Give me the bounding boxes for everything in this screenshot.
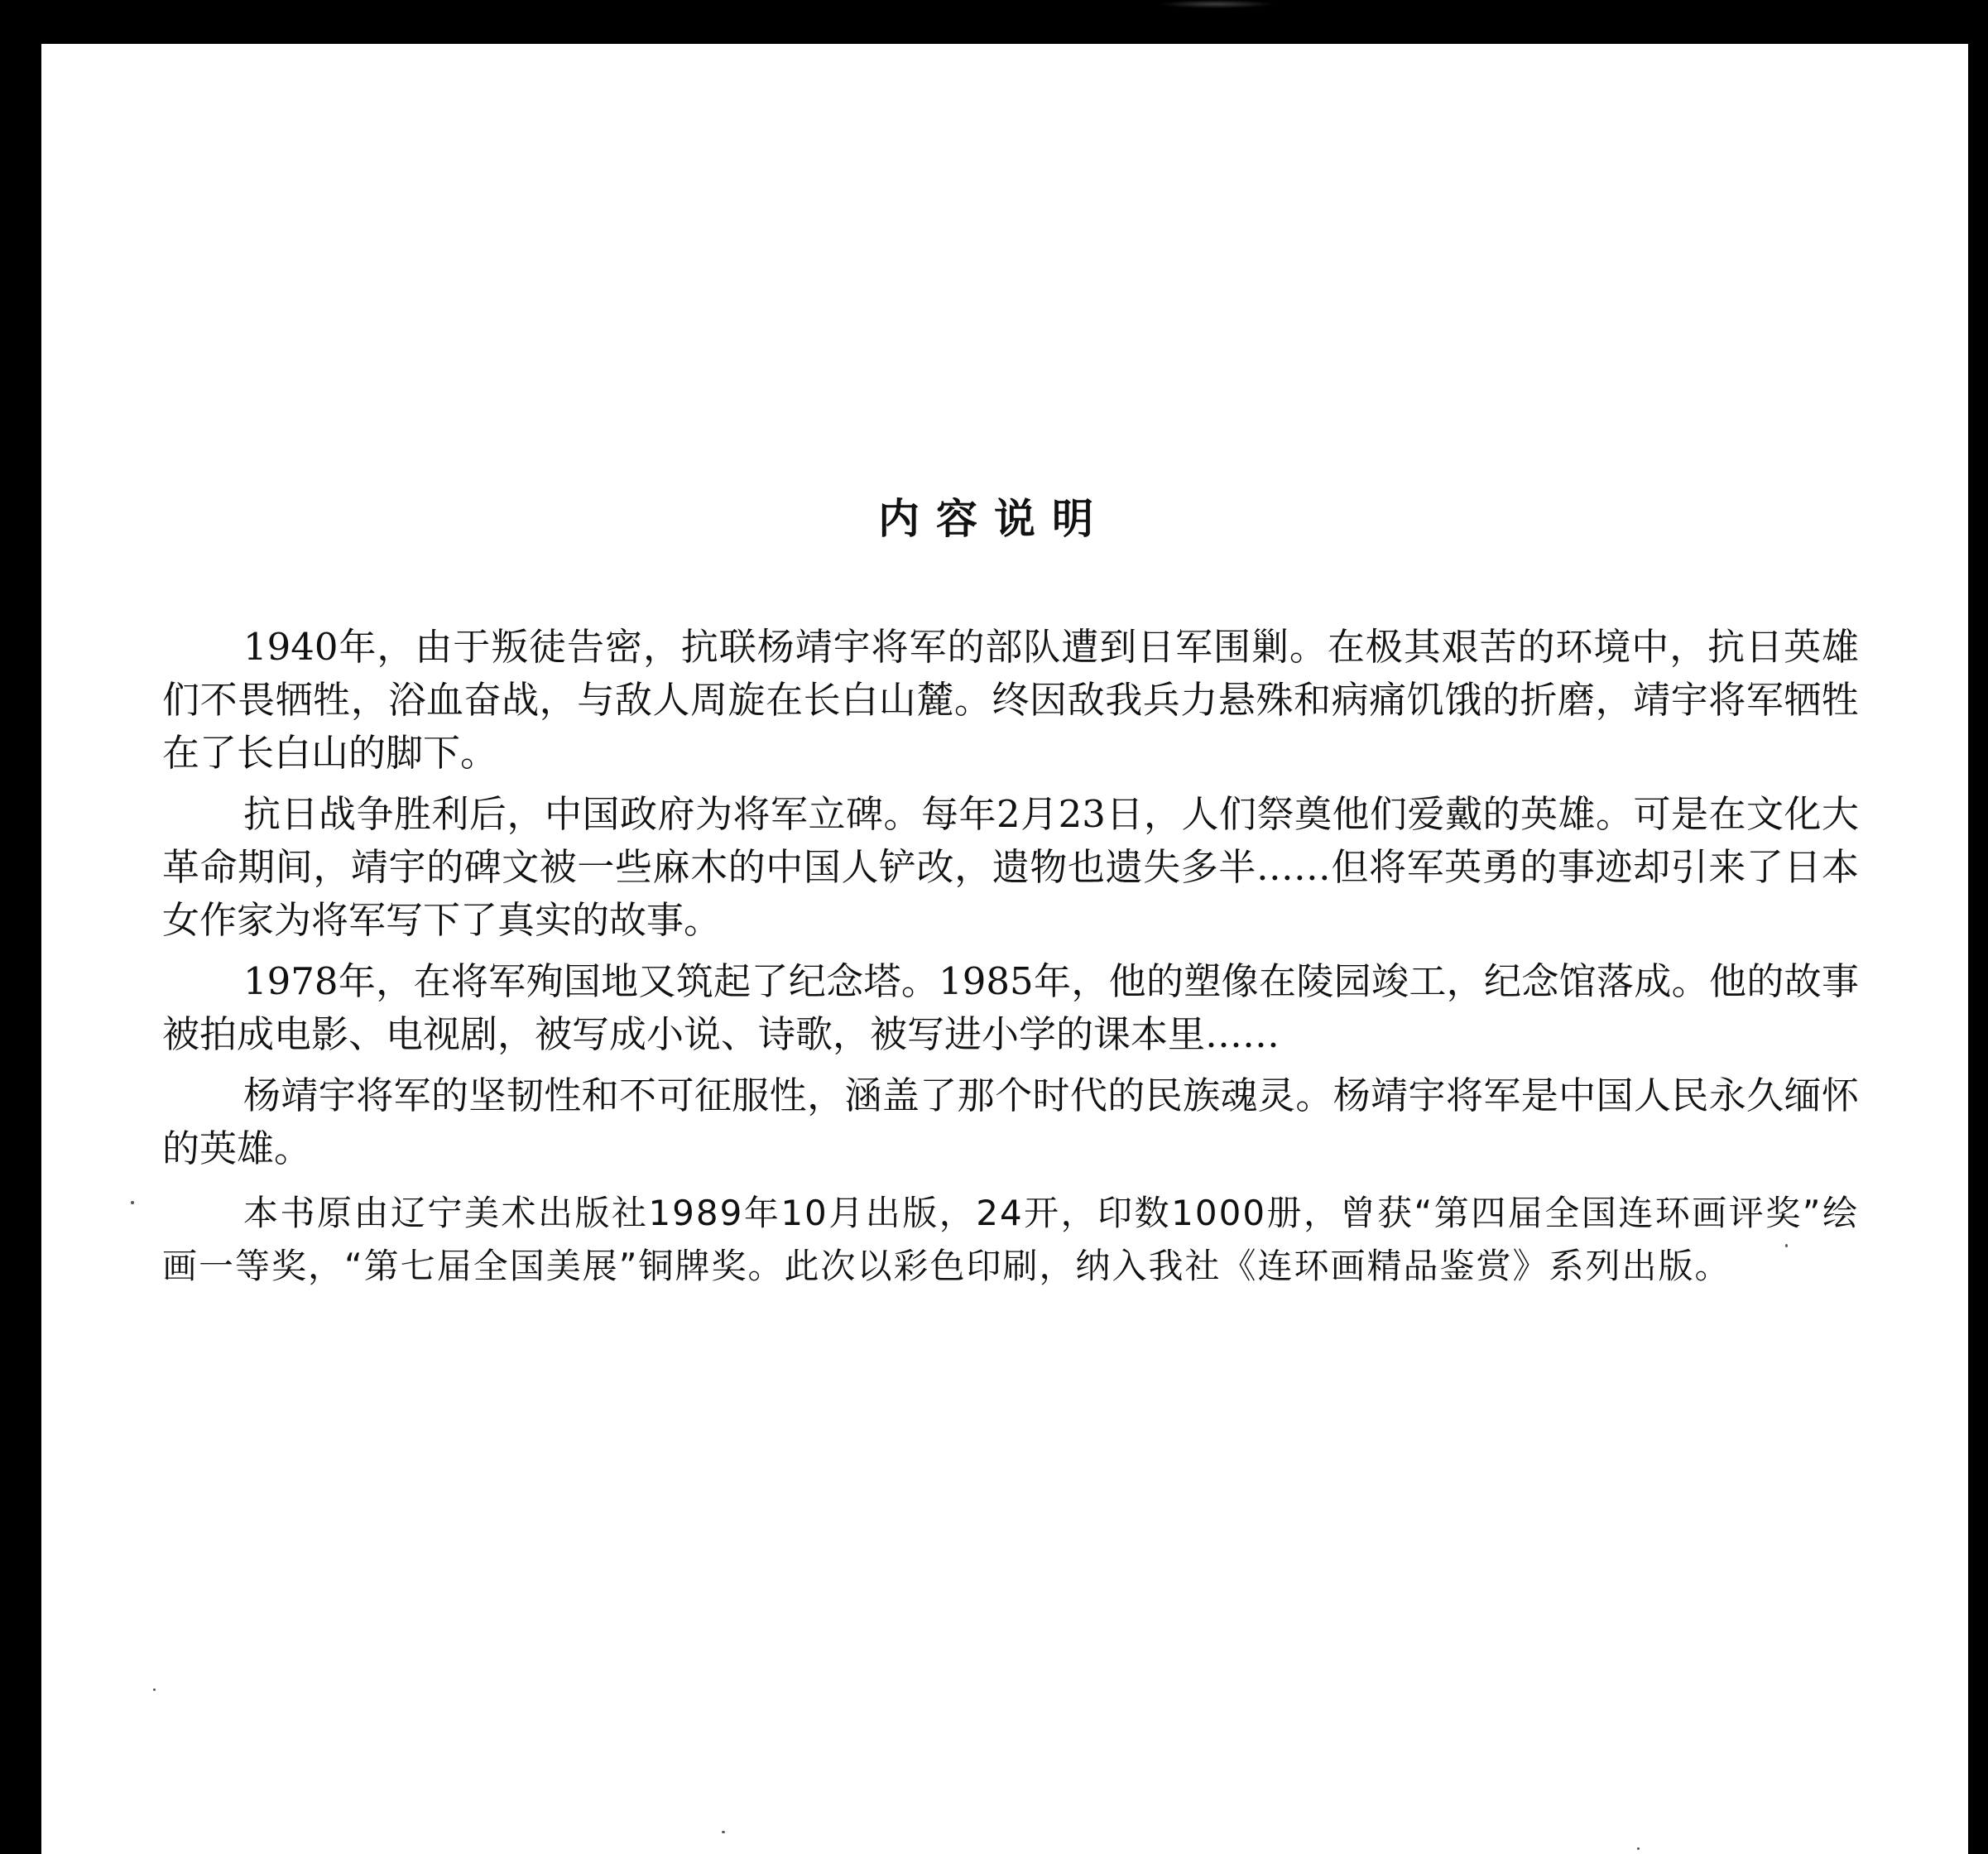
scan-speck: [1785, 1244, 1788, 1247]
scan-speck: [722, 1831, 725, 1833]
publication-note: 本书原由辽宁美术出版社1989年10月出版，24开，印数1000册，曾获“第四届全国连环画评奖”绘画一等奖，“第七届全国美展”铜牌奖。此次以彩色印刷，纳入我社《连环画精品鉴赏》系列出版。: [162, 1193, 1859, 1286]
scan-border: [1968, 0, 1988, 1854]
scan-speck: [153, 1688, 156, 1691]
body-text: [162, 621, 1859, 1293]
paragraph: 1940年，由于叛徒告密，抗联杨靖宇将军的部队遭到日军围剿。在极其艰苦的环境中，抗日英雄们不畏牺牲，浴血奋战，与敌人周旋在长白山麓。终因敌我兵力悬殊和病痛饥饿的折磨，靖宇将军牺牲在了长白山的脚下。: [162, 625, 1859, 775]
scan-speck: [1637, 1847, 1640, 1850]
scan-speck: [131, 1201, 134, 1204]
scan-artifact: [1159, 0, 1275, 8]
paragraph: 1978年，在将军殉国地又筑起了纪念塔。1985年，他的塑像在陵园竣工，纪念馆落成。他的故事被拍成电影、电视剧，被写成小说、诗歌，被写进小学的课本里……: [162, 959, 1859, 1056]
page-title: 内容说明: [878, 495, 1110, 543]
paragraph: 抗日战争胜利后，中国政府为将军立碑。每年2月23日，人们祭奠他们爱戴的英雄。可是在文化大革命期间，靖宇的碑文被一些麻木的中国人铲改，遗物也遗失多半……但将军英勇的事迹却引来了日本女作家为将军写下了真实的故事。: [162, 792, 1859, 942]
paragraph: 杨靖宇将军的坚韧性和不可征服性，涵盖了那个时代的民族魂灵。杨靖宇将军是中国人民永久缅怀的英雄。: [162, 1073, 1859, 1170]
